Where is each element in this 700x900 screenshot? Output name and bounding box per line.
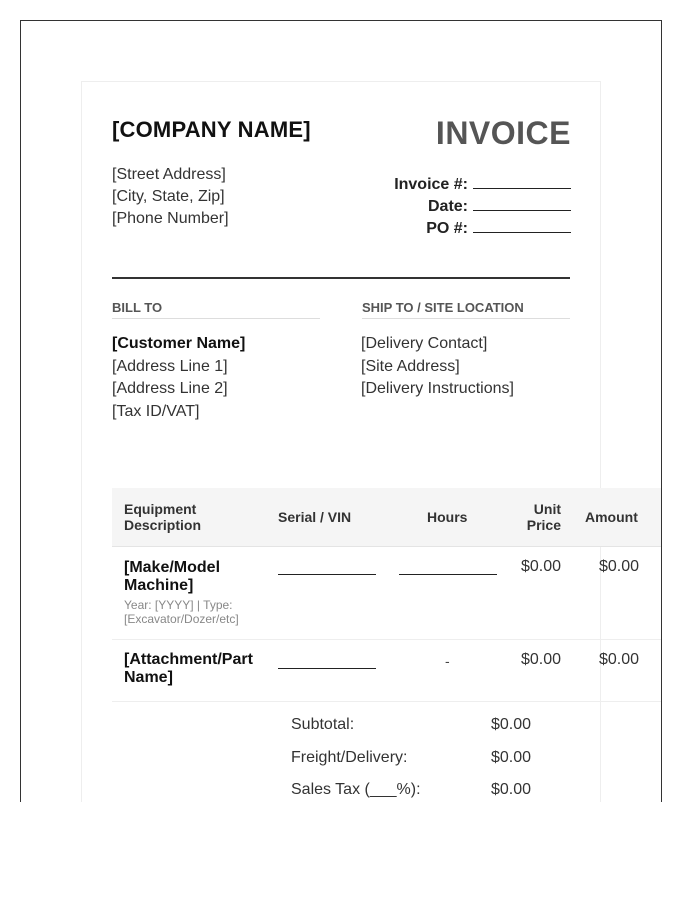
header-divider bbox=[112, 277, 570, 279]
serial-field[interactable] bbox=[278, 668, 376, 669]
company-city: [City, State, Zip] bbox=[112, 188, 225, 205]
invoice-date-row bbox=[394, 196, 571, 218]
serial-field[interactable] bbox=[278, 574, 376, 575]
table-row bbox=[112, 640, 662, 702]
freight-value: $0.00 bbox=[490, 749, 531, 766]
bill-address-line1: [Address Line 1] bbox=[112, 357, 228, 375]
invoice-meta bbox=[394, 174, 571, 240]
subtotal-value: $0.00 bbox=[490, 716, 531, 733]
invoice-number-field[interactable] bbox=[473, 174, 571, 189]
bill-tax-id: [Tax ID/VAT] bbox=[112, 402, 200, 420]
ship-to-block bbox=[361, 333, 514, 401]
company-phone: [Phone Number] bbox=[112, 210, 229, 227]
delivery-contact: [Delivery Contact] bbox=[361, 335, 488, 352]
company-street: [Street Address] bbox=[112, 166, 226, 183]
hours-value: - bbox=[445, 653, 450, 669]
header-amount: Amount bbox=[585, 509, 638, 525]
po-number-row bbox=[394, 218, 571, 240]
item-details: Year: [YYYY] | Type: [Excavator/Dozer/etc] bbox=[124, 598, 239, 626]
unit-price: $0.00 bbox=[521, 651, 562, 668]
item-name: [Make/Model Machine] bbox=[124, 559, 221, 594]
sales-tax-label: Sales Tax (___%): bbox=[291, 781, 421, 798]
table-row bbox=[112, 547, 662, 640]
site-address: [Site Address] bbox=[361, 357, 460, 375]
delivery-instructions: [Delivery Instructions] bbox=[361, 380, 514, 397]
header-serial: Serial / VIN bbox=[278, 509, 352, 525]
invoice-date-field[interactable] bbox=[473, 196, 571, 211]
header-hours: Hours bbox=[427, 509, 468, 525]
amount: $0.00 bbox=[599, 558, 640, 575]
invoice-number-row bbox=[394, 174, 571, 196]
table-header bbox=[112, 488, 662, 547]
customer-name: [Customer Name] bbox=[112, 335, 246, 352]
unit-price: $0.00 bbox=[521, 558, 562, 575]
ship-to-heading: SHIP TO / SITE LOCATION bbox=[362, 300, 570, 319]
item-name: [Attachment/Part Name] bbox=[124, 651, 253, 686]
header-description: Equipment Description bbox=[124, 501, 202, 533]
sales-tax-value: $0.00 bbox=[490, 781, 531, 798]
invoice-number-label: Invoice #: bbox=[394, 176, 468, 193]
po-number-label: PO #: bbox=[426, 220, 468, 237]
header-unit-price: Unit Price bbox=[526, 501, 561, 533]
company-address bbox=[112, 164, 229, 230]
amount: $0.00 bbox=[599, 651, 640, 668]
line-items-table bbox=[112, 488, 662, 702]
po-number-field[interactable] bbox=[473, 218, 571, 233]
bill-address-line2: [Address Line 2] bbox=[112, 380, 228, 397]
page-sheet bbox=[20, 20, 662, 802]
freight-label: Freight/Delivery: bbox=[291, 749, 408, 766]
bill-to-block bbox=[112, 333, 245, 423]
invoice-date-label: Date: bbox=[427, 198, 468, 215]
company-name: [COMPANY NAME] bbox=[112, 117, 311, 142]
subtotal-label: Subtotal: bbox=[291, 716, 355, 733]
bill-to-heading: BILL TO bbox=[112, 300, 320, 319]
invoice-title: INVOICE bbox=[435, 115, 571, 151]
hours-field[interactable] bbox=[399, 574, 497, 575]
